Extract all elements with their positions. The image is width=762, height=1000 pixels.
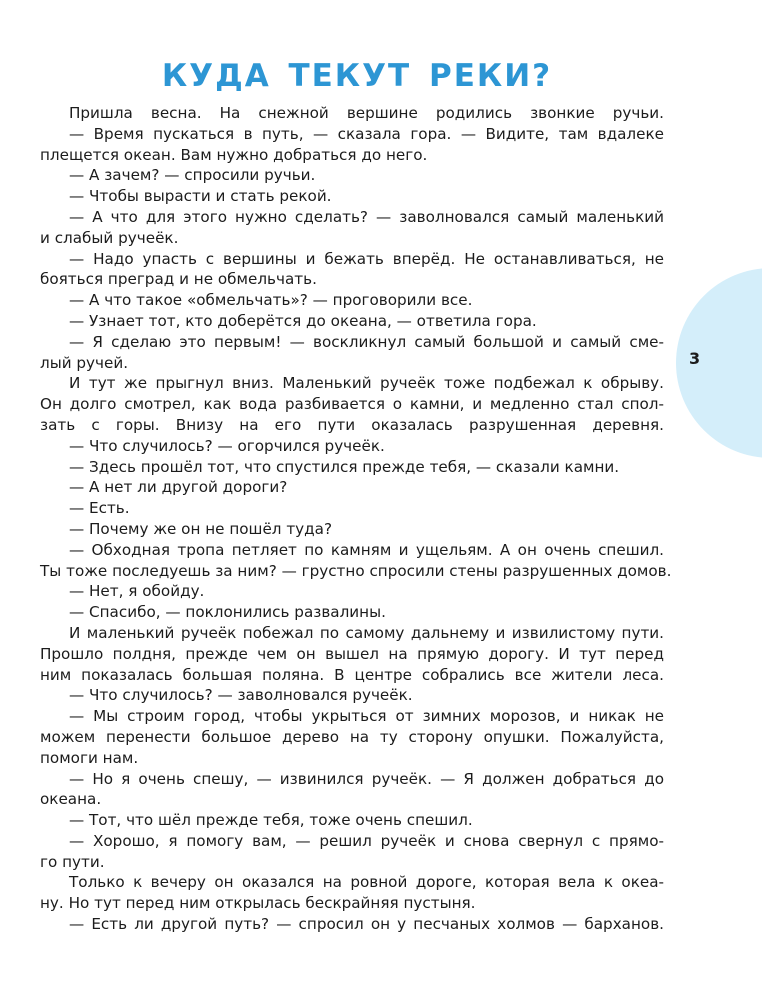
text-line: — Обходная тропа петляет по камням и ущельям. А он очень спешил.: [69, 540, 664, 559]
text-line: И маленький ручеёк побежал по самому дальнему и извилистому пути.: [69, 623, 664, 642]
text-line: И тут же прыгнул вниз. Маленький ручеёк тоже подбежал к обрыву.: [69, 374, 664, 393]
text-line: — Хорошо, я помогу вам, — решил ручеёк и снова свернул с прямо-: [69, 831, 664, 850]
text-line: Он долго смотрел, как вода разбивается о камни, и медленно стал спол-: [40, 395, 664, 414]
text-line: Пришла весна. На снежной вершине родились звонкие ручьи.: [69, 104, 664, 122]
text-line: ну. Но тут перед ним открылась бескрайняя пустыня.: [40, 894, 476, 913]
text-line: — Я сделаю это первым! — воскликнул самый большой и самый сме-: [69, 332, 664, 351]
text-line: ним показалась большая поляна. В центре собрались все жители леса.: [40, 665, 664, 684]
page-title: КУДА ТЕКУТ РЕКИ?: [161, 58, 553, 94]
text-line: — А нет ли другой дороги?: [69, 478, 288, 497]
text-line: — Что случилось? — огорчился ручеёк.: [69, 436, 385, 455]
text-line: зать с горы. Внизу на его пути оказалась разрушенная деревня.: [40, 415, 664, 434]
text-line: помоги нам.: [40, 748, 139, 767]
text-line: лый ручей.: [40, 353, 129, 372]
text-line: — Но я очень спешу, — извинился ручеёк. — Я должен добраться до: [69, 769, 664, 788]
text-line: — Нет, я обойду.: [69, 582, 205, 601]
text-line: бояться преград и не обмельчать.: [40, 270, 317, 289]
text-line: — А что такое «обмельчать»? — проговорили все.: [69, 291, 473, 310]
text-line: го пути.: [40, 852, 105, 871]
text-line: плещется океан. Вам нужно добраться до него.: [40, 145, 428, 164]
text-line: Ты тоже последуешь за ним? — грустно спросили стены разрушенных домов.: [40, 561, 672, 580]
text-line: — Чтобы вырасти и стать рекой.: [69, 187, 332, 206]
text-line: — Почему же он не пошёл туда?: [69, 519, 333, 538]
text-line: — А что для этого нужно сделать? — заволновался самый маленький: [69, 207, 664, 226]
text-line: — Что случилось? — заволновался ручеёк.: [69, 686, 413, 705]
page-number: 3: [689, 349, 701, 368]
text-line: — Мы строим город, чтобы укрыться от зимних морозов, и никак не: [69, 707, 664, 726]
text-line: — А зачем? — спросили ручьи.: [69, 166, 316, 185]
text-line: и слабый ручеёк.: [40, 228, 179, 247]
text-line: Только к вечеру он оказался на ровной дороге, которая вела к океа-: [69, 873, 664, 892]
story-text: [40, 103, 672, 935]
text-line: — Тот, что шёл прежде тебя, тоже очень спешил.: [69, 811, 473, 830]
text-line: — Узнает тот, кто доберётся до океана, — ответила гора.: [69, 311, 537, 330]
text-line: — Надо упасть с вершины и бежать вперёд. Не останавливаться, не: [69, 249, 664, 268]
text-line: — Есть.: [69, 499, 130, 518]
text-line: — Спасибо, — поклонились развалины.: [69, 603, 386, 622]
text-line: — Время пускаться в путь, — сказала гора. — Видите, там вдалеке: [69, 124, 664, 143]
text-line: — Здесь прошёл тот, что спустился прежде тебя, — сказали камни.: [69, 457, 620, 476]
text-line: можем перенести большое дерево на ту сторону опушки. Пожалуйста,: [40, 727, 664, 746]
text-line: Прошло полдня, прежде чем он вышел на прямую дорогу. И тут перед: [40, 644, 664, 663]
text-line: — Есть ли другой путь? — спросил он у песчаных холмов — барханов.: [69, 915, 664, 934]
text-line: океана.: [40, 790, 102, 809]
